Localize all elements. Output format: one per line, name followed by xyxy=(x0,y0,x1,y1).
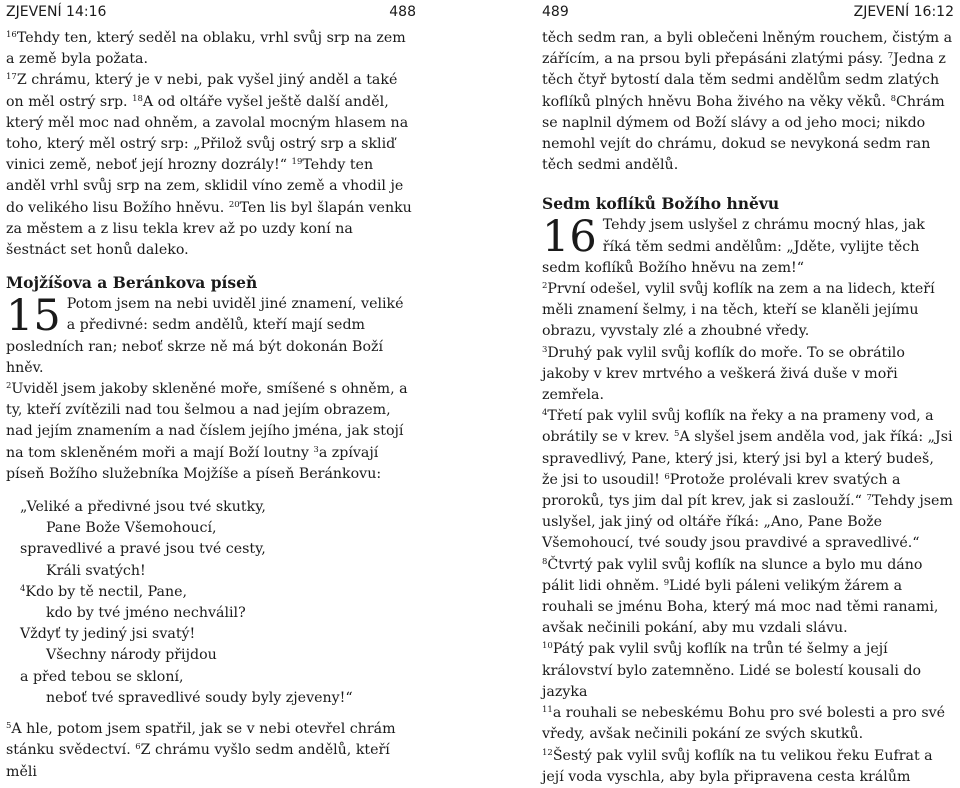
verse-text: A hle, potom jsem spatřil, jak se v nebi otevřel chrám stánku svědectví. xyxy=(6,721,396,759)
poem-line xyxy=(20,667,416,688)
verse-number: 3 xyxy=(542,344,548,355)
song-poem xyxy=(20,497,416,709)
poem-line-text: neboť tvé spravedlivé soudy byly zjeveny!“ xyxy=(46,689,353,706)
page-number: 488 xyxy=(389,4,416,20)
verse-text: Ten lis byl šlapán venku za městem a z lisu tekla krev až po uzdy koní na šestnáct set honů daleko. xyxy=(6,199,412,259)
verse-number: 2 xyxy=(542,281,548,292)
verse-text: a zpívají píseň Božího služebníka Mojžíše a píseň Beránkovu: xyxy=(6,444,382,482)
verse-text: Tehdy ten anděl vrhl svůj srp na zem, sklidil víno země a vhodil je do velikého lisu Božího hněvu. xyxy=(6,157,404,216)
verse-text: Tehdy jsem uslyšel z chrámu mocný hlas, jak říká těm sedmi andělům: „Jděte, vylijte těch sedm koflíků Božího hněvu na zem!“ xyxy=(542,217,925,276)
poem-line xyxy=(20,645,416,666)
verse-text: Čtvrtý pak vylil svůj koflík na slunce a bylo mu dáno pálit lidi ohněm. xyxy=(542,556,923,594)
poem-line xyxy=(20,624,416,645)
verse-number: 3 xyxy=(313,444,319,455)
verse-text: Uviděl jsem jakoby skleněné moře, smíšené s ohněm, a ty, kteří zvítězili nad tou šelmou a nad jejím obrazem, nad jejím znamením a nad číslem jejího jména, jak stojí na tom skleněném moři a mají Boží loutny xyxy=(6,381,408,461)
poem-line-text: spravedlivé a pravé jsou tvé cesty, xyxy=(20,541,266,558)
verse-text: Chrám se naplnil dýmem od Boží slávy a od jeho moci; nikdo nemohl vejít do chrámu, dokud se nevykoná sedm ran těch sedmi andělů. xyxy=(542,93,945,174)
poem-line xyxy=(20,539,416,560)
verse-text: Z chrámu vyšlo sedm andělů, kteří měli xyxy=(6,742,390,780)
verse-text: A od oltáře vyšel ještě další anděl, který měl moc nad ohněm, a zavolal mocným hlasem na toho, který měl ostrý srp: „Přilož svůj ostrý srp a skliď vinici země, neboť její hrozny dozrály!“ xyxy=(6,93,409,174)
paragraph xyxy=(542,28,954,176)
verse-number: 20 xyxy=(228,199,240,210)
verse-text: Tehdy ten, který seděl na oblaku, vrhl svůj srp na zem a země byla požata. xyxy=(6,30,406,68)
page-number: 489 xyxy=(542,4,569,20)
left-page xyxy=(6,0,416,780)
section-heading: Mojžíšova a Beránkova píseň xyxy=(6,273,258,293)
verse-number: 18 xyxy=(132,93,143,104)
chapter-number: 16 xyxy=(542,212,597,263)
verse-number: 5 xyxy=(674,429,680,440)
poem-line xyxy=(20,603,416,624)
poem-line xyxy=(20,497,416,518)
running-head-reference: ZJEVENÍ 16:12 xyxy=(853,4,954,20)
poem-line-text: Vždyť ty jediný jsi svatý! xyxy=(20,626,196,643)
poem-line xyxy=(20,688,416,709)
verse-number: 8 xyxy=(542,556,548,567)
verse-text: Třetí pak vylil svůj koflík na řeky a na prameny vod, a obrátily se v krev. xyxy=(542,408,934,446)
verse-number: 11 xyxy=(542,705,553,716)
running-head-reference: ZJEVENÍ 14:16 xyxy=(6,4,107,20)
paragraph xyxy=(6,28,416,261)
right-page-text xyxy=(542,28,954,788)
verse-number: 4 xyxy=(542,408,548,419)
poem-line xyxy=(20,582,416,603)
running-head-right xyxy=(542,0,954,24)
verse-number: 7 xyxy=(887,51,894,62)
verse-number: 10 xyxy=(542,641,553,652)
verse-text: Lidé byli páleni velikým žárem a rouhali se jménu Boha, který má moc nad těmi ranami, avšak nečinili pokání, aby mu vzdali slávu. xyxy=(542,577,939,637)
verse-number: 2 xyxy=(6,381,12,392)
poem-line xyxy=(20,518,416,539)
right-page xyxy=(542,0,954,785)
poem-line-text: a před tebou se skloní, xyxy=(20,668,184,685)
poem-line-text: Pane Bože Všemohoucí, xyxy=(46,520,217,537)
verse-text: Potom jsem na nebi uviděl jiné znamení, veliké a předivné: sedm andělů, kteří mají sedm posledních ran; neboť skrze ně má být dokonán Boží hněv. xyxy=(6,296,404,376)
verse-number: 8 xyxy=(890,93,896,104)
poem-line-text: Králi svatých! xyxy=(46,562,146,579)
verse-number: 4 xyxy=(20,583,26,594)
poem-line-text: kdo by tvé jméno nechválil? xyxy=(46,605,246,622)
chapter-number: 15 xyxy=(6,291,61,342)
verse-number: 6 xyxy=(664,471,670,482)
verse-number: 7 xyxy=(866,493,872,504)
poem-line-text: Všechny národy přijdou xyxy=(46,647,217,664)
section-heading: Sedm koflíků Božího hněvu xyxy=(542,194,780,214)
paragraph xyxy=(6,719,416,783)
verse-text: těch sedm ran, a byli oblečeni lněným rouchem, čistým a zářícím, a na prsou byli přepásáni zlatými pásy. xyxy=(542,30,953,68)
chapter-opening xyxy=(542,212,954,787)
verse-text: Z chrámu, který je v nebi, pak vyšel jiný anděl a také on měl ostrý srp. xyxy=(6,72,398,110)
verse-text: Tehdy jsem uslyšel, jak jiný od oltáře říká: „Ano, Pane Bože Všemohoucí, tvé soudy jsou pravdivé a spravedlivé.“ xyxy=(542,493,953,552)
verse-text: První odešel, vylil svůj koflík na zem a na lidech, kteří měli znamení šelmy, i na těch, kteří se klaněli jejímu obrazu, vyvstaly zlé a zhoubné vředy. xyxy=(542,281,935,340)
verse-number: 6 xyxy=(135,742,141,753)
poem-line-text: Kdo by tě nectil, Pane, xyxy=(25,583,188,600)
verse-text: Pátý pak vylil svůj koflík na trůn té šelmy a její království bylo zatemněno. Lidé se bolestí kousali do jazyka xyxy=(542,641,922,700)
running-head-left xyxy=(6,0,416,24)
verse-text: a rouhali se nebeskému Bohu pro své bolesti a pro své vředy, avšak nečinili pokání ze svých skutků. xyxy=(542,705,946,743)
verse-text: Šestý pak vylil svůj koflík na tu velikou řeku Eufrat a její voda vyschla, aby byla připravena cesta králům xyxy=(542,747,933,785)
verse-number: 12 xyxy=(542,747,553,758)
verse-number: 9 xyxy=(663,577,670,588)
verse-text: Jedna z těch čtyř bytostí dala těm sedmi andělům sedm zlatých koflíků plných hněvu Boha živého na věky věků. xyxy=(542,51,946,110)
poem-line-text: „Veliké a předivné jsou tvé skutky, xyxy=(20,499,266,516)
verse-number: 5 xyxy=(6,721,12,732)
verse-number: 17 xyxy=(6,72,17,83)
left-page-text xyxy=(6,28,416,783)
verse-number: 16 xyxy=(6,30,17,40)
verse-text: A slyšel jsem anděla vod, jak říká: „Jsi spravedlivý, Pane, který jsi, který jsi byl a který budeš, že jsi to usoudil! xyxy=(542,429,953,488)
poem-line xyxy=(20,561,416,582)
verse-text: Protože prolévali krev svatých a proroků, tys jim dal pít krev, jak si zaslouží.“ xyxy=(542,471,901,510)
chapter-opening xyxy=(6,291,416,485)
verse-text: Druhý pak vylil svůj koflík do moře. To se obrátilo jakoby v krev mrtvého a veškerá živá duše v moři zemřela. xyxy=(542,344,905,404)
verse-number: 19 xyxy=(291,157,303,168)
